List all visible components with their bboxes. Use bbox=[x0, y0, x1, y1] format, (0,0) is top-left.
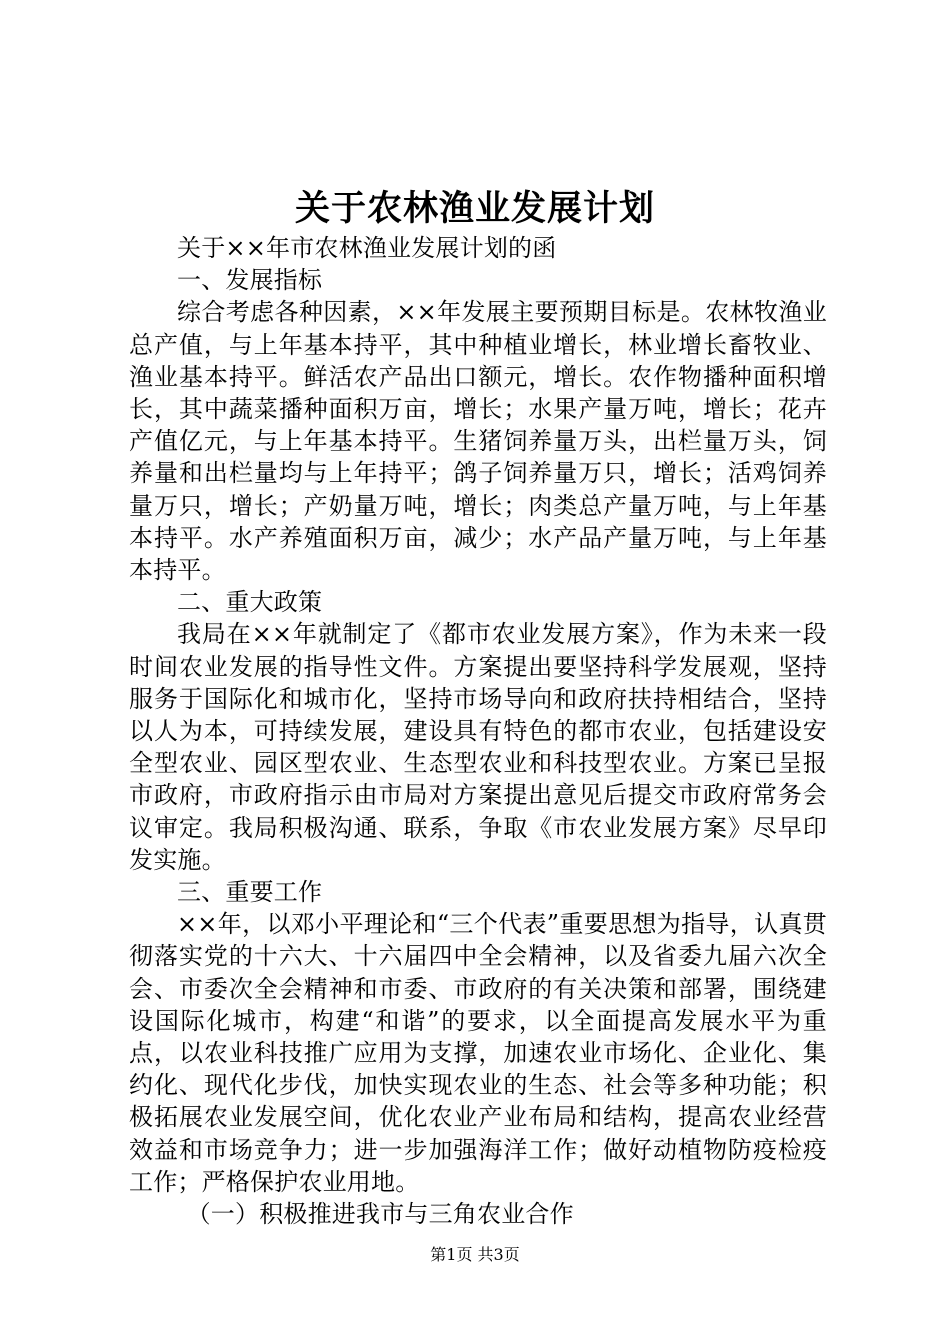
section-heading-policies: 二、重大政策 bbox=[177, 588, 323, 617]
subsection-heading-cooperation: （一）积极推进我市与三角农业合作 bbox=[186, 1200, 574, 1229]
document-body bbox=[129, 232, 827, 1230]
letter-heading: 关于××年市农林渔业发展计划的函 bbox=[177, 234, 557, 262]
section-heading-indicators: 一、发展指标 bbox=[177, 266, 323, 295]
paragraph-work: ××年，以邓小平理论和“三个代表”重要思想为指导，认真贯彻落实党的十六大、十六届四中全会精神，以及省委九届六次全会、市委次全会精神和市委、市政府的有关决策和部署，围绕建设国际化城市，构建“和谐”的要求，以全面提高发展水平为重点，以农业科技推广应用为支撑，加速农业市场化、企业化、集约化、现代化步伐，加快实现农业的生态、社会等多种功能；积极拓展农业发展空间，优化农业产业布局和结构，提高农业经营效益和市场竞争力；进一步加强海洋工作；做好动植物防疫检疫工作；严格保护农业用地。 bbox=[129, 910, 827, 1196]
paragraph-indicators: 综合考虑各种因素，××年发展主要预期目标是。农林牧渔业总产值，与上年基本持平，其中种植业增长，林业增长畜牧业、渔业基本持平。鲜活农产品出口额元，增长。农作物播种面积增长，其中蔬菜播种面积万亩，增长；水果产量万吨，增长；花卉产值亿元，与上年基本持平。生猪饲养量万头，出栏量万头，饲养量和出栏量均与上年持平；鸽子饲养量万只，增长；活鸡饲养量万只，增长；产奶量万吨，增长；肉类总产量万吨，与上年基本持平。水产养殖面积万亩，减少；水产品产量万吨，与上年基本持平。 bbox=[129, 298, 827, 585]
page-number-footer: 第1页 共3页 bbox=[430, 1245, 520, 1264]
section-heading-work: 三、重要工作 bbox=[177, 878, 323, 907]
paragraph-policies: 我局在××年就制定了《都市农业发展方案》，作为未来一段时间农业发展的指导性文件。方案提出要坚持科学发展观，坚持服务于国际化和城市化，坚持市场导向和政府扶持相结合，坚持以人为本，可持续发展，建设具有特色的都市农业，包括建设安全型农业、园区型农业、生态型农业和科技型农业。方案已呈报市政府，市政府指示由市局对方案提出意见后提交市政府常务会议审定。我局积极沟通、联系，争取《市农业发展方案》尽早印发实施。 bbox=[129, 620, 827, 874]
document-title: 关于农林渔业发展计划 bbox=[294, 189, 655, 229]
